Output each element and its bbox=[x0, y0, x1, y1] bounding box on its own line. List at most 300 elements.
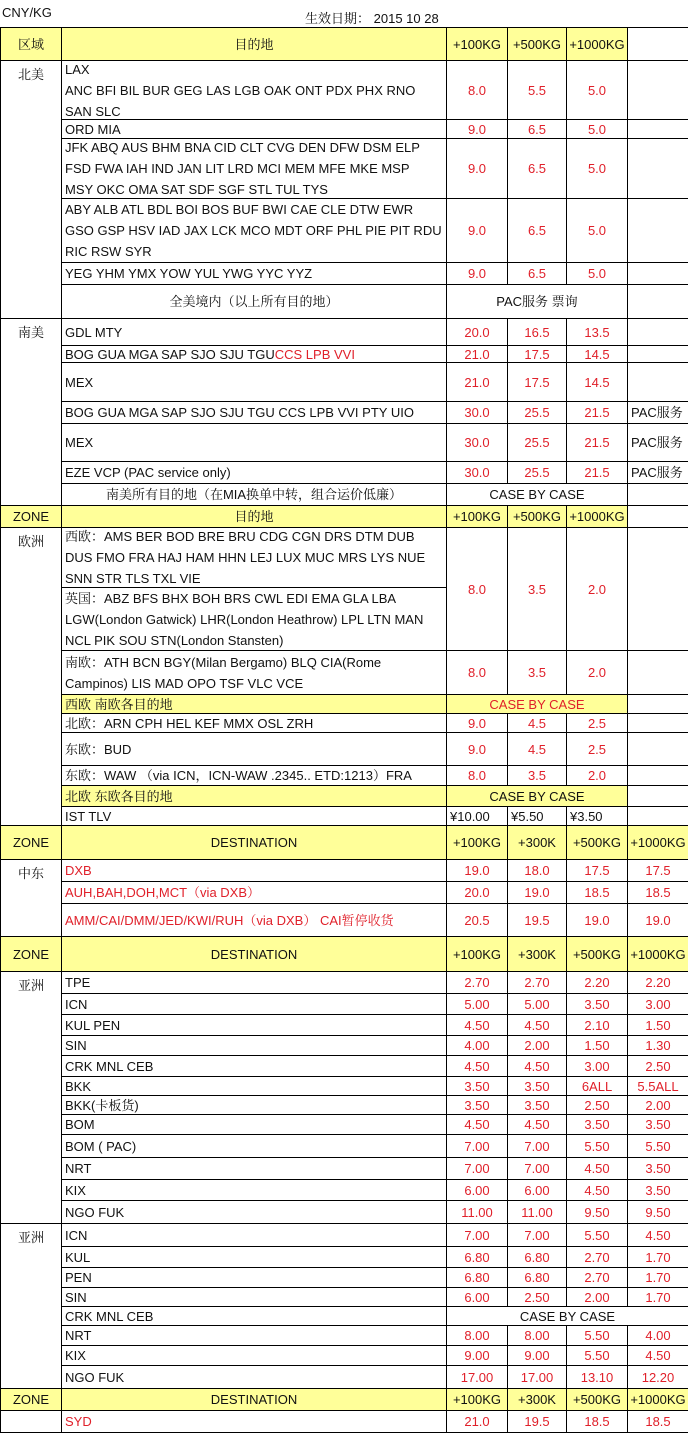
destination-text-highlight: AMM/CAI/DMM/JED/KWI/RUH（via DXB） CAI暂停收货 bbox=[65, 912, 394, 928]
destination-text: PEN bbox=[65, 1270, 92, 1285]
rate-cell: 2.70 bbox=[446, 971, 508, 994]
destination-text: BOM ( PAC) bbox=[65, 1138, 137, 1154]
header-cell: ZONE bbox=[0, 1388, 62, 1411]
rate-cell: 6.80 bbox=[507, 1267, 567, 1288]
rate-cell: 4.50 bbox=[627, 1223, 688, 1247]
destination-cell bbox=[61, 401, 447, 424]
service-note: PAC服务 bbox=[627, 461, 688, 484]
rate-cell: 4.50 bbox=[627, 1345, 688, 1366]
rate-cell bbox=[627, 713, 688, 733]
rate-cell: 3.50 bbox=[507, 1076, 567, 1096]
rate-cell: 18.0 bbox=[507, 859, 567, 882]
destination-cell bbox=[61, 362, 447, 402]
rate-cell: 3.50 bbox=[446, 1095, 508, 1115]
rate-cell: 2.10 bbox=[566, 1014, 628, 1036]
rate-cell: 2.0 bbox=[566, 527, 628, 651]
rate-cell: 7.00 bbox=[507, 1157, 567, 1180]
destination-text: TPE bbox=[65, 975, 91, 990]
rate-cell bbox=[627, 60, 688, 120]
rate-cell: 18.5 bbox=[627, 1410, 688, 1433]
effective-date bbox=[305, 8, 439, 27]
rate-cell: 3.50 bbox=[566, 993, 628, 1015]
destination-text: LAX ANC BFI BIL BUR GEG LAS LGB OAK ONT PDX PHX RNO SAN SLC bbox=[65, 61, 416, 119]
service-note: PAC服务 bbox=[627, 401, 688, 424]
destination-cell bbox=[61, 1246, 447, 1268]
destination-text: ABY ALB ATL BDL BOI BOS BUF BWI CAE CLE DTW EWR GSO GSP HSV IAD JAX LCK MCO MDT ORF PHL PIE PIT RDU RIC RSW SYR bbox=[65, 202, 442, 259]
destination-text: MEX bbox=[65, 374, 94, 390]
rate-cell: 13.10 bbox=[566, 1365, 628, 1389]
rate-cell: 4.50 bbox=[507, 1055, 567, 1077]
rate-cell: 4.00 bbox=[446, 1035, 508, 1056]
rate-cell: 8.0 bbox=[446, 765, 508, 786]
rate-cell: 5.50 bbox=[566, 1325, 628, 1346]
rate-cell: 3.00 bbox=[627, 993, 688, 1015]
destination-cell bbox=[61, 198, 447, 263]
rate-cell: 9.0 bbox=[446, 732, 508, 766]
destination-text: 南欧：ATH BCN BGY(Milan Bergamo) BLQ CIA(Rome Campinos) LIS MAD OPO TSF VLC VCE bbox=[65, 654, 382, 691]
destination-text: 南美所有目的地（在MIA换单中转，组合运价低廉） bbox=[105, 487, 403, 502]
rate-cell: ¥10.00 bbox=[446, 806, 508, 826]
rate-cell: 11.00 bbox=[446, 1200, 508, 1224]
rate-cell: 9.50 bbox=[627, 1200, 688, 1224]
header-cell: +1000KG bbox=[566, 505, 628, 528]
currency-label: CNY/KG bbox=[2, 5, 52, 20]
rate-cell: 4.5 bbox=[507, 732, 567, 766]
rate-cell: ¥3.50 bbox=[566, 806, 628, 826]
rate-cell: 2.0 bbox=[566, 765, 628, 786]
destination-text: 英国：ABZ BFS BHX BOH BRS CWL EDI EMA GLA LBA LGW(London Gatwick) LHR(London Heathrow) LPL LTN MAN NCL PIK SOU STN(London Stansten) bbox=[65, 590, 424, 648]
header-cell: +300K bbox=[507, 936, 567, 972]
rate-cell: 6.5 bbox=[507, 262, 567, 285]
rate-cell: 7.00 bbox=[507, 1134, 567, 1158]
destination-cell bbox=[61, 1014, 447, 1036]
rate-cell: 21.5 bbox=[566, 461, 628, 484]
merged-rate-cell: CASE BY CASE bbox=[446, 1306, 688, 1326]
rate-cell: 5.5 bbox=[507, 60, 567, 120]
rate-cell: 30.0 bbox=[446, 461, 508, 484]
destination-cell bbox=[61, 1287, 447, 1307]
rate-cell: 2.20 bbox=[566, 971, 628, 994]
rate-cell: 2.50 bbox=[566, 1095, 628, 1115]
destination-cell bbox=[61, 806, 447, 826]
rate-cell: 7.00 bbox=[507, 1223, 567, 1247]
destination-text: KUL bbox=[65, 1249, 91, 1265]
rate-cell: 4.50 bbox=[446, 1114, 508, 1135]
zone-label: 亚洲 bbox=[0, 1223, 62, 1389]
header-cell: +500KG bbox=[566, 1388, 628, 1411]
destination-cell bbox=[61, 1223, 447, 1247]
rate-cell: 19.0 bbox=[566, 903, 628, 937]
rate-cell: 17.00 bbox=[507, 1365, 567, 1389]
empty-cell bbox=[627, 785, 688, 807]
header-cell: +100KG bbox=[446, 936, 508, 972]
rate-cell: 2.0 bbox=[566, 650, 628, 695]
rate-cell: 14.5 bbox=[566, 362, 628, 402]
rate-cell bbox=[627, 138, 688, 199]
rate-cell: 14.5 bbox=[566, 345, 628, 363]
rate-cell: 6.5 bbox=[507, 119, 567, 139]
rate-cell: 30.0 bbox=[446, 401, 508, 424]
empty-cell bbox=[627, 284, 688, 319]
rate-cell: 2.00 bbox=[566, 1287, 628, 1307]
destination-cell bbox=[61, 345, 447, 363]
header-cell: +1000KG bbox=[566, 27, 628, 61]
destination-text: SIN bbox=[65, 1038, 87, 1053]
empty-cell bbox=[627, 694, 688, 714]
destination-text: BOM bbox=[65, 1117, 95, 1132]
destination-text: KUL PEN bbox=[65, 1017, 121, 1033]
rate-cell: 17.5 bbox=[507, 345, 567, 363]
destination-cell bbox=[61, 1114, 447, 1135]
destination-text: EZE VCP (PAC service only) bbox=[65, 465, 231, 480]
rate-cell: 18.5 bbox=[566, 1410, 628, 1433]
rate-cell: 1.70 bbox=[627, 1246, 688, 1268]
destination-text: ORD MIA bbox=[65, 121, 121, 137]
rate-cell: 6ALL bbox=[566, 1076, 628, 1096]
rate-cell bbox=[627, 198, 688, 263]
rate-cell: 9.0 bbox=[446, 713, 508, 733]
destination-text: NGO FUK bbox=[65, 1204, 125, 1220]
zone-label: 欧洲 bbox=[0, 527, 62, 826]
rate-cell: 2.50 bbox=[507, 1287, 567, 1307]
rate-cell: 25.5 bbox=[507, 401, 567, 424]
destination-cell bbox=[61, 1134, 447, 1158]
zone-label: 南美 bbox=[0, 318, 62, 506]
rate-cell: 9.0 bbox=[446, 138, 508, 199]
rate-cell: 6.80 bbox=[507, 1246, 567, 1268]
rate-cell: 6.5 bbox=[507, 198, 567, 263]
rate-cell: 20.0 bbox=[446, 881, 508, 904]
destination-text: 西欧 南欧各目的地 bbox=[65, 696, 173, 712]
header-cell: DESTINATION bbox=[61, 936, 447, 972]
rate-cell: 9.0 bbox=[446, 262, 508, 285]
destination-cell bbox=[61, 1410, 447, 1433]
rate-cell: 11.00 bbox=[507, 1200, 567, 1224]
destination-cell bbox=[61, 1035, 447, 1056]
rate-cell: 4.5 bbox=[507, 713, 567, 733]
destination-text: SIN bbox=[65, 1289, 87, 1305]
rate-cell: 17.00 bbox=[446, 1365, 508, 1389]
rate-cell: 3.00 bbox=[566, 1055, 628, 1077]
rate-cell: 1.70 bbox=[627, 1267, 688, 1288]
rate-cell: 4.50 bbox=[566, 1179, 628, 1201]
destination-text: ICN bbox=[65, 1227, 88, 1243]
rate-cell: 3.50 bbox=[507, 1095, 567, 1115]
rate-cell: 3.50 bbox=[627, 1179, 688, 1201]
rate-cell: 9.0 bbox=[446, 119, 508, 139]
header-cell: +500KG bbox=[566, 936, 628, 972]
destination-cell bbox=[61, 1200, 447, 1224]
rate-cell bbox=[627, 650, 688, 695]
destination-cell bbox=[61, 1345, 447, 1366]
rate-cell: 8.00 bbox=[446, 1325, 508, 1346]
rate-cell: 5.50 bbox=[566, 1345, 628, 1366]
destination-cell bbox=[61, 650, 447, 695]
destination-cell bbox=[61, 1157, 447, 1180]
rate-cell: 18.5 bbox=[566, 881, 628, 904]
destination-text: KIX bbox=[65, 1182, 86, 1198]
rate-cell: 2.5 bbox=[566, 732, 628, 766]
destination-text: KIX bbox=[65, 1348, 86, 1363]
header-cell: +500KG bbox=[507, 27, 567, 61]
rate-cell bbox=[627, 732, 688, 766]
header-cell: 目的地 bbox=[61, 505, 447, 528]
rate-cell: 30.0 bbox=[446, 423, 508, 462]
rate-cell bbox=[627, 318, 688, 346]
rate-cell: 25.5 bbox=[507, 423, 567, 462]
destination-cell bbox=[61, 903, 447, 937]
rate-cell: 19.5 bbox=[507, 903, 567, 937]
rate-cell bbox=[627, 765, 688, 786]
rate-cell: 2.70 bbox=[566, 1246, 628, 1268]
rate-cell: 25.5 bbox=[507, 461, 567, 484]
rate-cell: 6.5 bbox=[507, 138, 567, 199]
header-cell: DESTINATION bbox=[61, 825, 447, 860]
rate-cell: 2.50 bbox=[627, 1055, 688, 1077]
destination-cell bbox=[61, 1267, 447, 1288]
rate-cell: 20.0 bbox=[446, 318, 508, 346]
rate-cell: 3.50 bbox=[566, 1114, 628, 1135]
header-cell bbox=[627, 505, 688, 528]
destination-cell bbox=[61, 1325, 447, 1346]
rate-cell: 5.5ALL bbox=[627, 1076, 688, 1096]
rate-cell: 2.70 bbox=[566, 1267, 628, 1288]
header-cell: +100KG bbox=[446, 1388, 508, 1411]
rate-cell: 6.00 bbox=[446, 1287, 508, 1307]
header-cell: +100KG bbox=[446, 505, 508, 528]
merged-rate-cell: CASE BY CASE bbox=[446, 483, 628, 506]
header-cell: 目的地 bbox=[61, 27, 447, 61]
rate-cell: 2.00 bbox=[507, 1035, 567, 1056]
rate-cell: 17.5 bbox=[627, 859, 688, 882]
destination-cell bbox=[61, 138, 447, 199]
rate-cell: 8.00 bbox=[507, 1325, 567, 1346]
destination-text: BOG GUA MGA SAP SJO SJU TGU CCS LPB VVI PTY UIO bbox=[65, 405, 414, 420]
rate-cell: 21.0 bbox=[446, 1410, 508, 1433]
merged-rate-cell: CASE BY CASE bbox=[446, 694, 628, 714]
destination-cell bbox=[61, 483, 447, 506]
effective-date-value: 2015 10 28 bbox=[373, 11, 439, 26]
destination-text: IST TLV bbox=[65, 808, 112, 824]
destination-cell bbox=[61, 119, 447, 139]
destination-text: NGO FUK bbox=[65, 1369, 125, 1385]
rate-cell: 3.50 bbox=[627, 1114, 688, 1135]
rate-cell bbox=[627, 345, 688, 363]
destination-cell bbox=[61, 785, 447, 807]
destination-cell bbox=[61, 423, 447, 462]
rate-cell: 1.70 bbox=[627, 1287, 688, 1307]
header-cell: ZONE bbox=[0, 825, 62, 860]
rate-cell: 4.50 bbox=[446, 1014, 508, 1036]
destination-text: 北欧：ARN CPH HEL KEF MMX OSL ZRH bbox=[65, 715, 314, 731]
rate-cell: 5.0 bbox=[566, 262, 628, 285]
destination-cell bbox=[61, 527, 447, 588]
destination-cell bbox=[61, 881, 447, 904]
destination-text: BOG GUA MGA SAP SJO SJU TGU bbox=[65, 346, 275, 362]
destination-text: 东欧：BUD bbox=[65, 741, 132, 757]
rate-cell: 8.0 bbox=[446, 527, 508, 651]
rate-cell: 9.0 bbox=[446, 198, 508, 263]
destination-text-highlight: DXB bbox=[65, 863, 92, 878]
rate-cell: 16.5 bbox=[507, 318, 567, 346]
destination-cell bbox=[61, 284, 447, 319]
rate-cell: 4.50 bbox=[507, 1114, 567, 1135]
rate-cell: 9.00 bbox=[446, 1345, 508, 1366]
rate-cell: 1.30 bbox=[627, 1035, 688, 1056]
header-cell: ZONE bbox=[0, 505, 62, 528]
header-cell: +1000KG bbox=[627, 1388, 688, 1411]
rate-cell: 5.00 bbox=[446, 993, 508, 1015]
destination-text-highlight: CCS LPB VVI bbox=[274, 346, 355, 362]
rate-cell: 5.0 bbox=[566, 119, 628, 139]
header-cell: +500KG bbox=[566, 825, 628, 860]
destination-text: 东欧：WAW （via ICN，ICN-WAW .2345.. ETD:1213）FRA bbox=[65, 768, 412, 783]
zone-label: 中东 bbox=[0, 859, 62, 937]
rate-cell: 7.00 bbox=[446, 1157, 508, 1180]
destination-text: NRT bbox=[65, 1328, 92, 1343]
header-cell: +100KG bbox=[446, 825, 508, 860]
destination-cell bbox=[61, 765, 447, 786]
destination-cell bbox=[61, 859, 447, 882]
destination-cell bbox=[61, 1306, 447, 1326]
rate-cell: 19.0 bbox=[446, 859, 508, 882]
header-cell: +1000KG bbox=[627, 825, 688, 860]
destination-text: NRT bbox=[65, 1161, 92, 1176]
destination-text: 北欧 东欧各目的地 bbox=[65, 788, 173, 804]
rate-cell: 5.50 bbox=[566, 1134, 628, 1158]
header-cell: DESTINATION bbox=[61, 1388, 447, 1411]
rate-cell: 9.00 bbox=[507, 1345, 567, 1366]
destination-cell bbox=[61, 461, 447, 484]
destination-text: YEG YHM YMX YOW YUL YWG YYC YYZ bbox=[65, 266, 313, 281]
destination-text: 西欧：AMS BER BOD BRE BRU CDG CGN DRS DTM DUB DUS FMO FRA HAJ HAM HHN LEJ LUX MUC MRS LYS NUE SNN STR TLS TXL VIE bbox=[65, 529, 426, 586]
rate-cell: 2.00 bbox=[627, 1095, 688, 1115]
rate-cell: 5.0 bbox=[566, 60, 628, 120]
rate-cell: 1.50 bbox=[566, 1035, 628, 1056]
service-note: PAC服务 bbox=[627, 423, 688, 462]
rate-cell: 21.5 bbox=[566, 401, 628, 424]
destination-cell bbox=[61, 318, 447, 346]
rate-cell: 7.00 bbox=[446, 1223, 508, 1247]
rate-cell: 2.5 bbox=[566, 713, 628, 733]
rate-cell: 4.50 bbox=[507, 1014, 567, 1036]
rate-cell: 6.80 bbox=[446, 1267, 508, 1288]
rate-cell: 17.5 bbox=[507, 362, 567, 402]
rate-cell: ¥5.50 bbox=[507, 806, 567, 826]
header-cell: +300K bbox=[507, 825, 567, 860]
destination-text: MEX bbox=[65, 435, 94, 450]
rate-cell: 13.5 bbox=[566, 318, 628, 346]
rate-cell: 18.5 bbox=[627, 881, 688, 904]
destination-cell bbox=[61, 993, 447, 1015]
merged-rate-cell: CASE BY CASE bbox=[446, 785, 628, 807]
rate-cell: 12.20 bbox=[627, 1365, 688, 1389]
empty-cell bbox=[627, 483, 688, 506]
rate-cell bbox=[627, 119, 688, 139]
header-cell: +100KG bbox=[446, 27, 508, 61]
rate-cell: 8.0 bbox=[446, 60, 508, 120]
rate-cell: 20.5 bbox=[446, 903, 508, 937]
rate-cell: 17.5 bbox=[566, 859, 628, 882]
rate-cell bbox=[627, 806, 688, 826]
zone-label: 北美 bbox=[0, 60, 62, 319]
rate-cell: 21.5 bbox=[566, 423, 628, 462]
rate-cell: 6.00 bbox=[507, 1179, 567, 1201]
destination-cell bbox=[61, 587, 447, 651]
rate-cell: 2.20 bbox=[627, 971, 688, 994]
rate-cell bbox=[627, 262, 688, 285]
rate-cell: 3.5 bbox=[507, 650, 567, 695]
destination-text: JFK ABQ AUS BHM BNA CID CLT CVG DEN DFW DSM ELP FSD FWA IAH IND JAN LIT LRD MCI MEM MFE MKE MSP MSY OKC OMA SAT SDF SGF STL TUL TYS bbox=[65, 140, 420, 197]
effective-date-label: 生效日期： bbox=[305, 11, 371, 26]
destination-text: BKK(卡板货) bbox=[65, 1097, 139, 1113]
header-cell: +500KG bbox=[507, 505, 567, 528]
destination-cell bbox=[61, 1179, 447, 1201]
destination-cell bbox=[61, 694, 447, 714]
destination-cell bbox=[61, 1055, 447, 1077]
rate-cell: 4.50 bbox=[446, 1055, 508, 1077]
header-cell bbox=[627, 27, 688, 61]
header-cell: 区域 bbox=[0, 27, 62, 61]
rate-cell: 21.0 bbox=[446, 362, 508, 402]
rate-cell: 3.5 bbox=[507, 765, 567, 786]
rate-cell: 3.50 bbox=[446, 1076, 508, 1096]
rate-cell: 1.50 bbox=[627, 1014, 688, 1036]
rate-cell bbox=[627, 362, 688, 402]
rate-cell: 4.50 bbox=[566, 1157, 628, 1180]
header-cell: ZONE bbox=[0, 936, 62, 972]
rate-cell: 9.50 bbox=[566, 1200, 628, 1224]
destination-cell bbox=[61, 713, 447, 733]
rate-cell: 5.0 bbox=[566, 138, 628, 199]
rate-cell: 5.50 bbox=[566, 1223, 628, 1247]
destination-text: ICN bbox=[65, 996, 88, 1012]
destination-cell bbox=[61, 60, 447, 120]
rate-cell: 19.0 bbox=[627, 903, 688, 937]
zone-label: 亚洲 bbox=[0, 971, 62, 1224]
rate-cell: 6.00 bbox=[446, 1179, 508, 1201]
rate-cell: 2.70 bbox=[507, 971, 567, 994]
destination-text: 全美境内（以上所有目的地） bbox=[169, 294, 339, 309]
rate-cell: 5.50 bbox=[627, 1134, 688, 1158]
rate-cell: 6.80 bbox=[446, 1246, 508, 1268]
destination-cell bbox=[61, 262, 447, 285]
rate-cell: 3.5 bbox=[507, 527, 567, 651]
destination-text: CRK MNL CEB bbox=[65, 1058, 154, 1074]
destination-cell bbox=[61, 1095, 447, 1115]
rate-cell: 7.00 bbox=[446, 1134, 508, 1158]
zone-label bbox=[0, 1410, 62, 1433]
destination-cell bbox=[61, 1365, 447, 1389]
destination-cell bbox=[61, 1076, 447, 1096]
header-cell: +300K bbox=[507, 1388, 567, 1411]
rate-cell: 4.00 bbox=[627, 1325, 688, 1346]
destination-text-highlight: SYD bbox=[65, 1414, 92, 1429]
rate-cell: 19.0 bbox=[507, 881, 567, 904]
destination-text: CRK MNL CEB bbox=[65, 1308, 154, 1324]
destination-cell bbox=[61, 732, 447, 766]
destination-cell bbox=[61, 971, 447, 994]
rate-cell: 5.00 bbox=[507, 993, 567, 1015]
destination-text: GDL MTY bbox=[65, 324, 123, 340]
destination-text-highlight: AUH,BAH,DOH,MCT（via DXB） bbox=[65, 885, 261, 900]
merged-rate-cell: PAC服务 票询 bbox=[446, 284, 628, 319]
header-cell: +1000KG bbox=[627, 936, 688, 972]
rate-cell: 8.0 bbox=[446, 650, 508, 695]
destination-text: BKK bbox=[65, 1078, 92, 1094]
rate-cell: 3.50 bbox=[627, 1157, 688, 1180]
rate-cell: 21.0 bbox=[446, 345, 508, 363]
